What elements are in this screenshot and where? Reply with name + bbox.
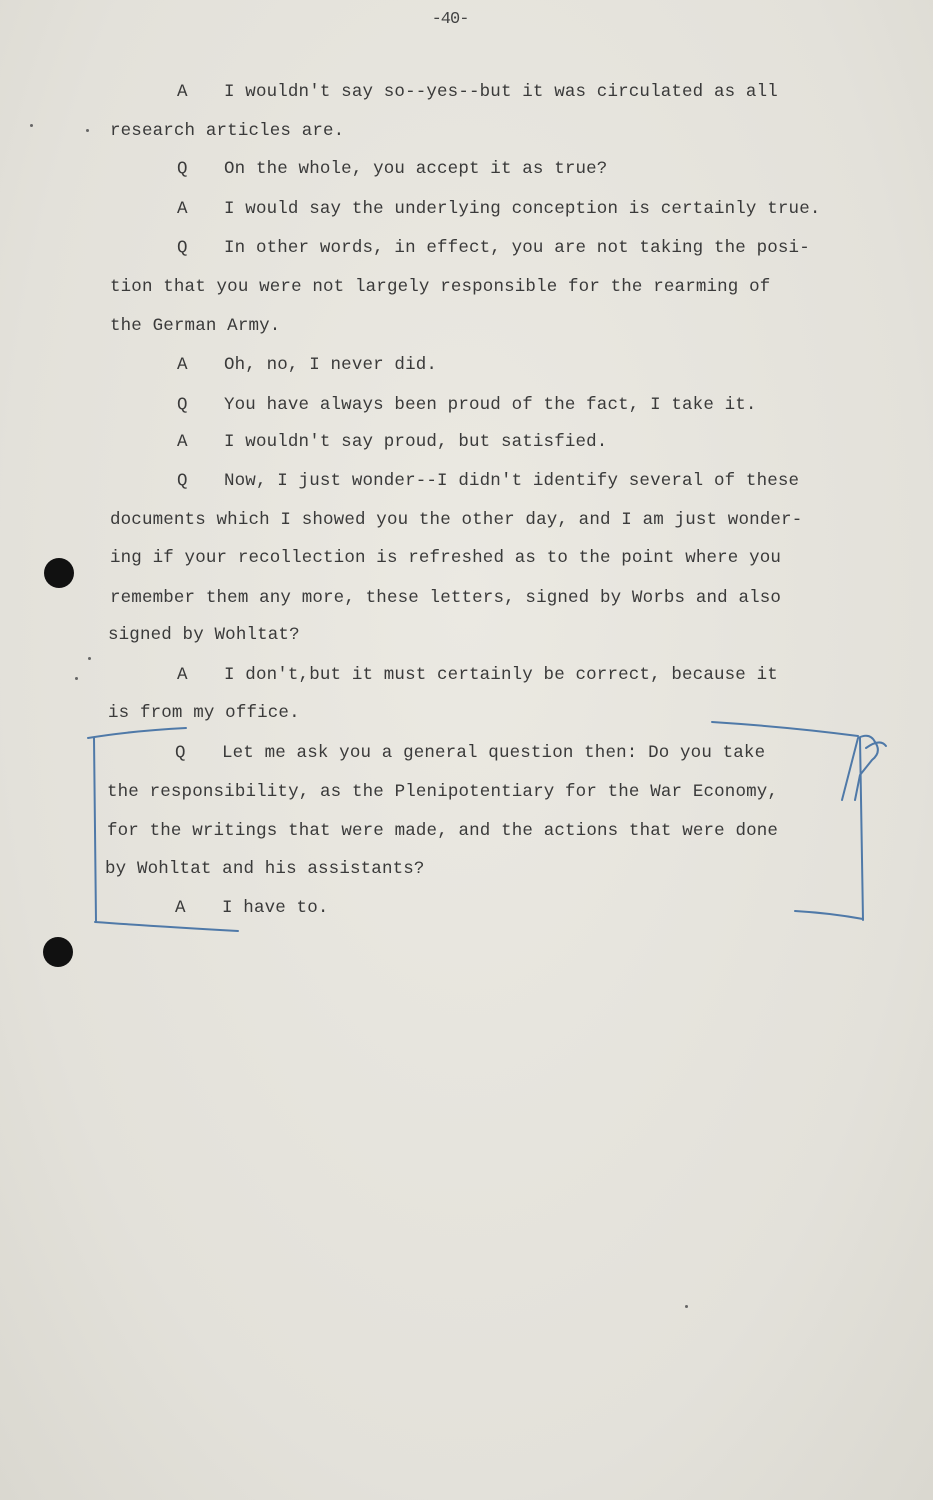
speaker-label: A (177, 199, 188, 219)
transcript-line: is from my office. (108, 703, 300, 723)
speaker-label: Q (177, 159, 188, 179)
paper-speck (88, 657, 91, 660)
speaker-label: A (177, 665, 188, 685)
transcript-line: Let me ask you a general question then: Do you take (222, 743, 766, 763)
speaker-label: Q (175, 743, 186, 763)
transcript-line: ing if your recollection is refreshed as to the point where you (110, 548, 782, 568)
transcript-line: remember them any more, these letters, signed by Worbs and also (110, 588, 782, 608)
speaker-label: Q (177, 471, 188, 491)
speaker-label: A (177, 355, 188, 375)
transcript-line: On the whole, you accept it as true? (224, 159, 608, 179)
transcript-line: tion that you were not largely responsible for the rearming of (110, 277, 771, 297)
paper-speck (75, 677, 78, 680)
transcript-line: I wouldn't say so--yes--but it was circulated as all (224, 82, 778, 102)
transcript-line: research articles are. (110, 121, 345, 141)
transcript-line: You have always been proud of the fact, I take it. (224, 395, 757, 415)
transcript-line: I wouldn't say proud, but satisfied. (224, 432, 608, 452)
transcript-line: by Wohltat and his assistants? (105, 859, 425, 879)
paper-speck (86, 129, 89, 132)
transcript-line: I have to. (222, 898, 329, 918)
paper-speck (30, 124, 33, 127)
transcript-line: I would say the underlying conception is certainly true. (224, 199, 821, 219)
speaker-label: A (177, 432, 188, 452)
speaker-label: A (175, 898, 186, 918)
transcript-line: the German Army. (110, 316, 281, 336)
transcript-line: the responsibility, as the Plenipotentiary for the War Economy, (107, 782, 779, 802)
transcript-line: documents which I showed you the other day, and I am just wonder- (110, 510, 803, 530)
speaker-label: A (177, 82, 188, 102)
binder-hole (43, 937, 73, 967)
transcript-line: for the writings that were made, and the actions that were done (107, 821, 779, 841)
speaker-label: Q (177, 395, 188, 415)
paper-speck (685, 1305, 688, 1308)
transcript-line: I don't,but it must certainly be correct, because it (224, 665, 778, 685)
transcript-line: Oh, no, I never did. (224, 355, 438, 375)
transcript-line: signed by Wohltat? (108, 625, 300, 645)
binder-hole (44, 558, 74, 588)
transcript-line: In other words, in effect, you are not taking the posi- (224, 238, 810, 258)
transcript-line: Now, I just wonder--I didn't identify several of these (224, 471, 800, 491)
page-number: -40- (431, 10, 469, 29)
speaker-label: Q (177, 238, 188, 258)
